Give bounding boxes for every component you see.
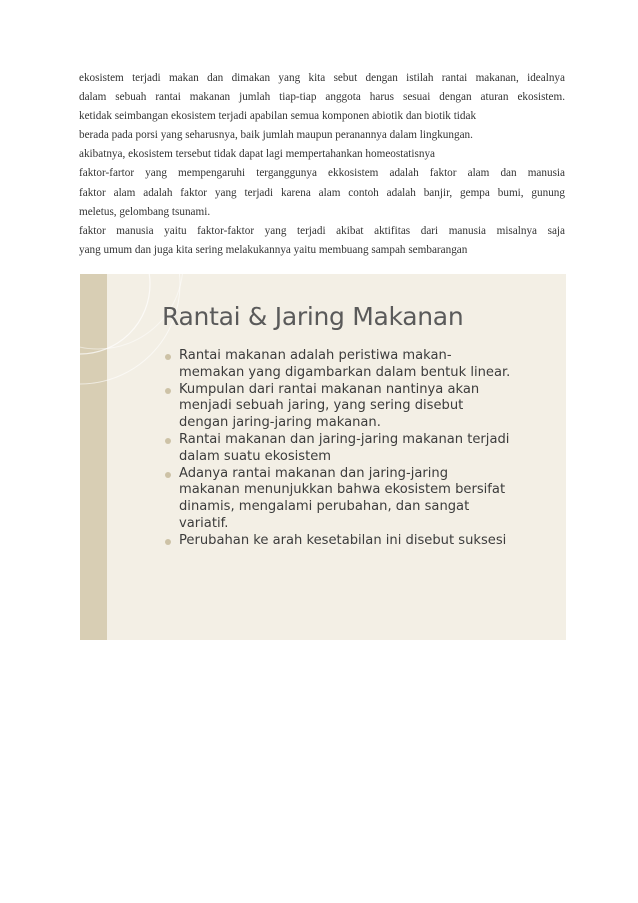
paragraph-line: ketidak seimbangan ekosistem terjadi apabilan semua komponen abiotik dan biotik tidak bbox=[79, 110, 477, 123]
slide-bullet bbox=[162, 466, 510, 533]
bullet-dot-icon bbox=[165, 539, 171, 545]
paragraph-line: ekosistem terjadi makan dan dimakan yang kita sebut dengan istilah rantai makanan, idealnya bbox=[79, 72, 565, 84]
slide-image bbox=[80, 274, 566, 640]
paragraph-line: faktor-fartor yang mempengaruhi terganggunya ekkosistem adalah faktor alam dan manusia bbox=[79, 167, 565, 180]
slide-bullet bbox=[162, 432, 510, 466]
bullet-line: Perubahan ke arah kesetabilan ini disebut suksesi bbox=[179, 532, 507, 548]
bullet-line: variatif. bbox=[179, 515, 229, 531]
slide-title: Rantai & Jaring Makanan bbox=[162, 302, 464, 331]
bullet-dot-icon bbox=[165, 388, 171, 394]
bullet-line: dalam suatu ekosistem bbox=[179, 448, 332, 464]
paragraph-line: faktor manusia yaitu faktor-faktor yang terjadi akibat aktifitas dari manusia misalnya saja bbox=[79, 224, 565, 237]
bullet-line: Rantai makanan adalah peristiwa makan- bbox=[179, 348, 452, 363]
bullet-line: menjadi sebuah jaring, yang sering disebut bbox=[179, 398, 464, 414]
bullet-dot-icon bbox=[165, 354, 171, 360]
slide-bullet bbox=[162, 533, 510, 550]
slide-bullet bbox=[162, 348, 510, 382]
body-paragraph bbox=[79, 69, 565, 260]
bullet-line: Kumpulan dari rantai makanan nantinya akan bbox=[179, 381, 480, 397]
paragraph-line: faktor alam adalah faktor yang terjadi karena alam contoh adalah banjir, gempa bumi, gunung bbox=[79, 186, 565, 199]
slide-bullet bbox=[162, 382, 510, 432]
paragraph-line: yang umum dan juga kita sering melakukannya yaitu membuang sampah sembarangan bbox=[79, 243, 468, 256]
bullet-dot-icon bbox=[165, 438, 171, 444]
paragraph-line: berada pada porsi yang seharusnya, baik jumlah maupun peranannya dalam lingkungan. bbox=[79, 129, 473, 142]
bullet-line: dinamis, mengalami perubahan, dan sangat bbox=[179, 499, 470, 515]
bullet-line: memakan yang digambarkan dalam bentuk linear. bbox=[179, 364, 511, 380]
paragraph-line: meletus, gelombang tsunami. bbox=[79, 205, 211, 218]
bullet-line: Rantai makanan dan jaring-jaring makanan terjadi bbox=[179, 431, 510, 447]
bullet-line: dengan jaring-jaring makanan. bbox=[179, 415, 381, 431]
paragraph-line: akibatnya, ekosistem tersebut tidak dapat lagi mempertahankan homeostatisnya bbox=[79, 148, 436, 161]
bullet-dot-icon bbox=[165, 472, 171, 478]
bullet-line: makanan menunjukkan bahwa ekosistem bersifat bbox=[179, 482, 506, 498]
paragraph-line: dalam sebuah rantai makanan jumlah tiap-tiap anggota harus sesuai dengan aturan ekosistem. bbox=[79, 91, 565, 104]
slide-bullet-list bbox=[162, 348, 510, 550]
bullet-line: Adanya rantai makanan dan jaring-jaring bbox=[179, 465, 449, 481]
